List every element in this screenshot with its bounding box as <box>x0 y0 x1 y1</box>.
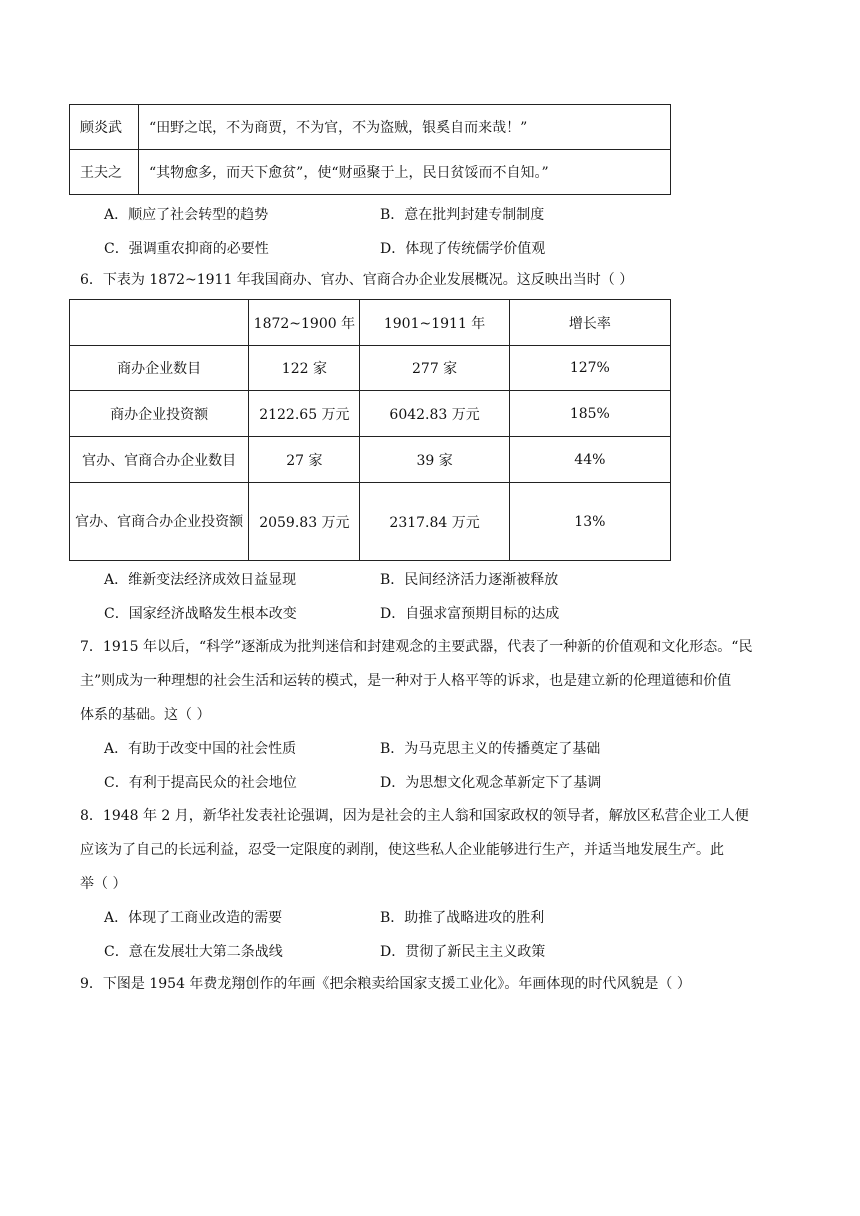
q8-stem-line2: 应该为了自己的长远利益，忍受一定限度的剥削，使这些私人企业能够进行生产，并适当地发展生产。此 <box>80 842 724 858</box>
table-row <box>70 346 671 391</box>
table-cell: 6042.83 万元 <box>360 391 509 437</box>
table-cell: 122 家 <box>249 346 360 391</box>
q7-option-a: A．有助于改变中国的社会性质 <box>104 741 297 757</box>
quote-author: 王夫之 <box>70 150 139 195</box>
q7-option-d: D．为思想文化观念革新定下了基调 <box>380 775 602 791</box>
table-header-row <box>70 300 671 346</box>
q7-stem-line2: 主”则成为一种理想的社会生活和运转的模式，是一种对于人格平等的诉求，也是建立新的伦理道德和价值 <box>80 673 732 689</box>
q8-stem-line3: 举（ ） <box>80 876 127 892</box>
q6-stem: 6．下表为 1872~1911 年我国商办、官办、官商合办企业发展概况。这反映出当时（ ） <box>80 272 634 288</box>
table-header: 增长率 <box>509 300 670 346</box>
table-header <box>70 300 249 346</box>
table-row <box>70 391 671 437</box>
q8-option-b: B．助推了战略进攻的胜利 <box>380 910 545 926</box>
q5-option-c: C．强调重农抑商的必要性 <box>104 241 269 257</box>
q9-stem: 9．下图是 1954 年费龙翔创作的年画《把余粮卖给国家支援工业化》。年画体现的时代风貌是（ ） <box>80 976 691 992</box>
table-cell: 13% <box>509 483 670 561</box>
q8-option-c: C．意在发展壮大第二条战线 <box>104 944 283 960</box>
q6-data-table <box>69 299 671 561</box>
table-cell: 39 家 <box>360 437 509 483</box>
q8-option-d: D．贯彻了新民主主义政策 <box>380 944 546 960</box>
quote-author: 顾炎武 <box>70 105 139 150</box>
table-row <box>70 105 671 150</box>
table-cell: 2122.65 万元 <box>249 391 360 437</box>
table-cell: 185% <box>509 391 670 437</box>
table-row <box>70 150 671 195</box>
table-row <box>70 437 671 483</box>
table-cell: 2059.83 万元 <box>249 483 360 561</box>
table-cell: 44% <box>509 437 670 483</box>
q8-stem-line1: 8．1948 年 2 月，新华社发表社论强调，因为是社会的主人翁和国家政权的领导者，解放区私营企业工人便 <box>80 808 749 824</box>
q6-option-b: B．民间经济活力逐渐被释放 <box>380 572 559 588</box>
table-cell: 官办、官商合办企业投资额 <box>70 483 249 561</box>
table-row <box>70 483 671 561</box>
table-header: 1901~1911 年 <box>360 300 509 346</box>
table-cell: 商办企业数目 <box>70 346 249 391</box>
q7-stem-line1: 7．1915 年以后，“科学”逐渐成为批判迷信和封建观念的主要武器，代表了一种新的价值观和文化形态。“民 <box>80 639 753 655</box>
table-cell: 官办、官商合办企业数目 <box>70 437 249 483</box>
table-cell: 277 家 <box>360 346 509 391</box>
quote-table <box>69 104 671 195</box>
quote-text: “田野之氓，不为商贾，不为官，不为盗贼，银奚自而来哉！” <box>139 105 671 150</box>
q5-option-b: B．意在批判封建专制制度 <box>380 207 545 223</box>
table-header: 1872~1900 年 <box>249 300 360 346</box>
quote-text: “其物愈多，而天下愈贫”，使“财亟聚于上，民日贫馁而不自知。” <box>139 150 671 195</box>
table-cell: 27 家 <box>249 437 360 483</box>
q6-option-d: D．自强求富预期目标的达成 <box>380 606 560 622</box>
table-cell: 2317.84 万元 <box>360 483 509 561</box>
q6-option-c: C．国家经济战略发生根本改变 <box>104 606 297 622</box>
q7-stem-line3: 体系的基础。这（ ） <box>80 707 211 723</box>
q7-option-c: C．有利于提高民众的社会地位 <box>104 775 297 791</box>
q6-option-a: A．维新变法经济成效日益显现 <box>104 572 297 588</box>
q8-option-a: A．体现了工商业改造的需要 <box>104 910 283 926</box>
q5-option-a: A．顺应了社会转型的趋势 <box>104 207 269 223</box>
table-cell: 商办企业投资额 <box>70 391 249 437</box>
table-cell: 127% <box>509 346 670 391</box>
q5-option-d: D．体现了传统儒学价值观 <box>380 241 546 257</box>
q7-option-b: B．为马克思主义的传播奠定了基础 <box>380 741 601 757</box>
